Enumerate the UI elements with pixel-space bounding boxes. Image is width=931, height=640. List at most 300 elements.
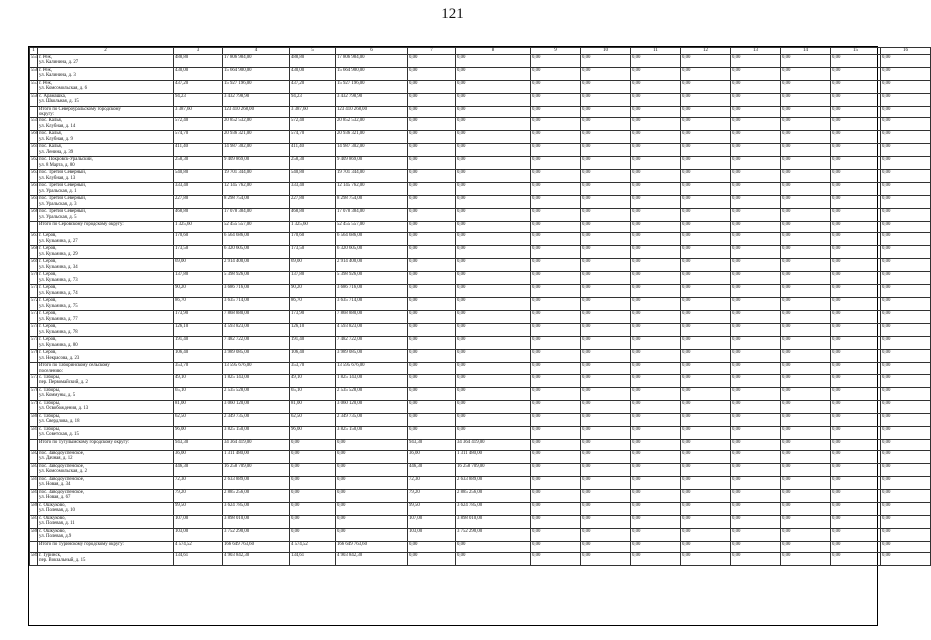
value-cell-col-7: 0,00 [408, 324, 456, 337]
value-cell-col-3: 173,90 [174, 311, 223, 324]
value-cell-col-16: 0,00 [881, 131, 931, 144]
value-cell-col-15: 0,00 [831, 68, 881, 81]
value-cell-col-9: 0,00 [531, 413, 581, 426]
value-cell-col-5: 488,80 [290, 55, 336, 68]
value-cell-col-10: 0,00 [581, 68, 631, 81]
value-cell-col-9: 0,00 [531, 400, 581, 413]
value-cell-col-16: 0,00 [881, 374, 931, 387]
value-cell-col-13: 0,00 [731, 272, 781, 285]
value-cell-col-6: 3 635 714,00 [336, 298, 408, 311]
value-cell-col-14: 0,00 [781, 552, 831, 565]
address-line-2: ул. Уральская, д. 1 [39, 188, 77, 194]
value-cell-col-14: 0,00 [781, 222, 831, 233]
value-cell-col-12: 0,00 [681, 337, 731, 350]
value-cell-col-11: 0,00 [631, 259, 681, 272]
value-cell-col-4: 7 868 880,00 [223, 311, 290, 324]
value-cell-col-5: 540,80 [290, 170, 336, 183]
value-cell-col-3: 170,60 [174, 233, 223, 246]
value-cell-col-14: 0,00 [781, 400, 831, 413]
table-row [30, 157, 931, 170]
address-line-1: пос. Заводоуспенское, [39, 463, 85, 469]
value-cell-col-13: 0,00 [731, 170, 781, 183]
value-cell-col-12: 0,00 [681, 285, 731, 298]
address-line-1: с. Ошкуково, [39, 528, 66, 534]
value-cell-col-12: 0,00 [681, 400, 731, 413]
address-cell [38, 144, 174, 157]
address-line-1: с. Таборы, [39, 387, 61, 393]
value-cell-col-12: 0,00 [681, 350, 731, 363]
value-cell-col-13: 0,00 [731, 450, 781, 463]
value-cell-col-16: 0,00 [881, 463, 931, 476]
value-cell-col-9: 0,00 [531, 131, 581, 144]
value-cell-col-13: 0,00 [731, 363, 781, 374]
value-cell-col-9: 0,00 [531, 489, 581, 502]
subtotal-label [38, 541, 174, 552]
value-cell-col-16: 0,00 [881, 81, 931, 94]
value-cell-col-8: 0,00 [456, 363, 531, 374]
value-cell-col-11: 0,00 [631, 528, 681, 541]
value-cell-col-4: 9 409 869,00 [223, 157, 290, 170]
value-cell-col-12: 0,00 [681, 311, 731, 324]
value-cell-col-3: 69,00 [174, 259, 223, 272]
address-cell [38, 413, 174, 426]
row-number: 575 [30, 337, 38, 350]
value-cell-col-8: 0,00 [456, 94, 531, 107]
row-number: 562 [30, 157, 38, 170]
value-cell-col-8: 0,00 [456, 170, 531, 183]
value-cell-col-14: 0,00 [781, 387, 831, 400]
value-cell-col-7: 0,00 [408, 413, 456, 426]
page-number: 121 [441, 6, 464, 22]
address-cell [38, 246, 174, 259]
value-cell-col-14: 0,00 [781, 107, 831, 118]
value-cell-col-15: 0,00 [831, 131, 881, 144]
value-cell-col-6: 0,00 [336, 489, 408, 502]
value-cell-col-16: 0,00 [881, 246, 931, 259]
value-cell-col-3: 99,50 [174, 502, 223, 515]
value-cell-col-3: 258,30 [174, 157, 223, 170]
address-line-1: Итого по Тугулымскому городскому округу: [39, 439, 130, 445]
value-cell-col-13: 0,00 [731, 350, 781, 363]
value-cell-col-7: 0,00 [408, 222, 456, 233]
value-cell-col-11: 0,00 [631, 541, 681, 552]
value-cell-col-10: 0,00 [581, 196, 631, 209]
value-cell-col-7: 0,00 [408, 55, 456, 68]
value-cell-col-6: 3 989 085,00 [336, 350, 408, 363]
value-cell-col-5: 0,00 [290, 502, 336, 515]
value-cell-col-3: 227,80 [174, 196, 223, 209]
table-row [30, 387, 931, 400]
value-cell-col-3: 62,50 [174, 413, 223, 426]
value-cell-col-4: 13 595 676,00 [223, 363, 290, 374]
value-cell-col-9: 0,00 [531, 222, 581, 233]
value-cell-col-16: 0,00 [881, 170, 931, 183]
value-cell-col-15: 0,00 [831, 450, 881, 463]
table-row [30, 374, 931, 387]
address-cell [38, 350, 174, 363]
value-cell-col-16: 0,00 [881, 387, 931, 400]
value-cell-col-6: 2 349 735,00 [336, 413, 408, 426]
address-line-1: г. Серов, [39, 298, 57, 304]
value-cell-col-4: 3 989 085,00 [223, 350, 290, 363]
address-line-2: ул. Клубная, д. 9 [39, 136, 73, 142]
table-row [30, 94, 931, 107]
address-cell [38, 489, 174, 502]
value-cell-col-14: 0,00 [781, 246, 831, 259]
value-cell-col-8: 3 624 785,00 [456, 502, 531, 515]
row-number: 570 [30, 272, 38, 285]
value-cell-col-12: 0,00 [681, 170, 731, 183]
value-cell-col-5: 170,60 [290, 233, 336, 246]
value-cell-col-14: 0,00 [781, 209, 831, 222]
value-cell-col-12: 0,00 [681, 55, 731, 68]
table-row [30, 131, 931, 144]
value-cell-col-16: 0,00 [881, 363, 931, 374]
address-line-2: пер. Вокзальный, д. 15 [39, 558, 86, 564]
value-cell-col-3: 574,70 [174, 131, 223, 144]
value-cell-col-7: 0,00 [408, 363, 456, 374]
value-cell-col-3: 90,20 [174, 285, 223, 298]
address-cell [38, 183, 174, 196]
value-cell-col-15: 0,00 [831, 400, 881, 413]
value-cell-col-12: 0,00 [681, 489, 731, 502]
value-cell-col-6: 15 664 900,00 [336, 68, 408, 81]
value-cell-col-4: 15 664 900,00 [223, 68, 290, 81]
value-cell-col-12: 0,00 [681, 552, 731, 565]
value-cell-col-13: 0,00 [731, 541, 781, 552]
value-cell-col-7: 0,00 [408, 337, 456, 350]
value-cell-col-11: 0,00 [631, 426, 681, 439]
value-cell-col-8: 0,00 [456, 541, 531, 552]
table-row [30, 324, 931, 337]
value-cell-col-13: 0,00 [731, 387, 781, 400]
value-cell-col-15: 0,00 [831, 426, 881, 439]
subtotal-label [38, 363, 174, 374]
value-cell-col-9: 0,00 [531, 246, 581, 259]
row-number: 589 [30, 552, 38, 565]
value-cell-col-8: 34 364 419,00 [456, 439, 531, 450]
value-cell-col-8: 0,00 [456, 552, 531, 565]
address-line-2: ул. Кузьмина, д. 80 [39, 342, 78, 348]
value-cell-col-15: 0,00 [831, 337, 881, 350]
value-cell-col-12: 0,00 [681, 81, 731, 94]
value-cell-col-12: 0,00 [681, 463, 731, 476]
value-cell-col-15: 0,00 [831, 118, 881, 131]
value-cell-col-8: 0,00 [456, 131, 531, 144]
value-cell-col-7: 0,00 [408, 107, 456, 118]
value-cell-col-12: 0,00 [681, 94, 731, 107]
table-row [30, 515, 931, 528]
address-line-1: г. Реж, [39, 81, 53, 86]
value-cell-col-3: 79,20 [174, 489, 223, 502]
value-cell-col-10: 0,00 [581, 259, 631, 272]
column-number-8: 8 [456, 48, 531, 55]
value-cell-col-9: 0,00 [531, 528, 581, 541]
value-cell-col-4: 3 060 120,00 [223, 400, 290, 413]
value-cell-col-9: 0,00 [531, 55, 581, 68]
value-cell-col-11: 0,00 [631, 107, 681, 118]
table-row [30, 400, 931, 413]
value-cell-col-8: 16 258 709,00 [456, 463, 531, 476]
value-cell-col-15: 0,00 [831, 196, 881, 209]
value-cell-col-4: 3 752 290,00 [223, 528, 290, 541]
value-cell-col-15: 0,00 [831, 363, 881, 374]
value-cell-col-13: 0,00 [731, 476, 781, 489]
value-cell-col-13: 0,00 [731, 324, 781, 337]
value-cell-col-6: 5 398 926,00 [336, 272, 408, 285]
value-cell-col-6: 166 649 763,60 [336, 541, 408, 552]
value-cell-col-4: 2 349 735,00 [223, 413, 290, 426]
value-cell-col-8: 0,00 [456, 387, 531, 400]
value-cell-col-5: 81,00 [290, 400, 336, 413]
value-cell-col-6: 0,00 [336, 450, 408, 463]
value-cell-col-5: 0,00 [290, 450, 336, 463]
address-line-1: с. Таборы, [39, 374, 61, 380]
value-cell-col-6: 4 903 842,30 [336, 552, 408, 565]
value-cell-col-15: 0,00 [831, 55, 881, 68]
subtotal-label [38, 107, 174, 118]
value-cell-col-14: 0,00 [781, 363, 831, 374]
address-line-2: ул. Некрасова, д. 23 [39, 355, 80, 361]
value-cell-col-15: 0,00 [831, 298, 881, 311]
value-cell-col-10: 0,00 [581, 426, 631, 439]
value-cell-col-10: 0,00 [581, 476, 631, 489]
value-cell-col-14: 0,00 [781, 94, 831, 107]
value-cell-col-4: 3 898 010,00 [223, 515, 290, 528]
value-cell-col-13: 0,00 [731, 107, 781, 118]
value-cell-col-5: 572,40 [290, 118, 336, 131]
value-cell-col-3: 437,20 [174, 81, 223, 94]
address-line-2: ул. Кузьмина, д. 34 [39, 264, 78, 270]
value-cell-col-11: 0,00 [631, 157, 681, 170]
value-cell-col-14: 0,00 [781, 463, 831, 476]
subtotal-row [30, 541, 931, 552]
value-cell-col-15: 0,00 [831, 209, 881, 222]
table-row [30, 233, 931, 246]
value-cell-col-9: 0,00 [531, 272, 581, 285]
value-cell-col-14: 0,00 [781, 311, 831, 324]
value-cell-col-12: 0,00 [681, 439, 731, 450]
address-cell [38, 285, 174, 298]
value-cell-col-3: 36,00 [174, 450, 223, 463]
value-cell-col-4: 123 410 268,00 [223, 107, 290, 118]
value-cell-col-9: 0,00 [531, 157, 581, 170]
value-cell-col-8: 0,00 [456, 311, 531, 324]
value-cell-col-10: 0,00 [581, 107, 631, 118]
table-row [30, 272, 931, 285]
address-cell [38, 515, 174, 528]
address-cell [38, 170, 174, 183]
column-number-header [30, 48, 931, 55]
value-cell-col-13: 0,00 [731, 222, 781, 233]
value-cell-col-12: 0,00 [681, 272, 731, 285]
value-cell-col-10: 0,00 [581, 552, 631, 565]
value-cell-col-15: 0,00 [831, 272, 881, 285]
value-cell-col-13: 0,00 [731, 285, 781, 298]
address-line-1: г. Серов, [39, 233, 57, 239]
value-cell-col-11: 0,00 [631, 55, 681, 68]
value-cell-col-11: 0,00 [631, 387, 681, 400]
value-cell-col-14: 0,00 [781, 68, 831, 81]
row-number: 557 [30, 81, 38, 94]
address-line-1: с. Таборы, [39, 426, 61, 432]
value-cell-col-16: 0,00 [881, 157, 931, 170]
address-line-1: пос. Покровск-Уральский, [39, 157, 93, 163]
row-number: 578 [30, 387, 38, 400]
value-cell-col-8: 0,00 [456, 209, 531, 222]
value-cell-col-14: 0,00 [781, 170, 831, 183]
value-cell-col-16: 0,00 [881, 144, 931, 157]
value-cell-col-3: 49,10 [174, 374, 223, 387]
row-number: 561 [30, 144, 38, 157]
value-cell-col-13: 0,00 [731, 94, 781, 107]
value-cell-col-3: 103,00 [174, 528, 223, 541]
value-cell-col-3: 1 325,60 [174, 222, 223, 233]
value-cell-col-8: 0,00 [456, 350, 531, 363]
value-cell-col-8: 0,00 [456, 324, 531, 337]
value-cell-col-12: 0,00 [681, 528, 731, 541]
value-cell-col-13: 0,00 [731, 489, 781, 502]
value-cell-col-5: 227,80 [290, 196, 336, 209]
address-cell [38, 324, 174, 337]
value-cell-col-9: 0,00 [531, 502, 581, 515]
value-cell-col-7: 0,00 [408, 170, 456, 183]
address-line-2: ул. Дачная, д. 12 [39, 456, 73, 462]
row-number: 573 [30, 311, 38, 324]
value-cell-col-6: 8 298 754,00 [336, 196, 408, 209]
value-cell-col-4: 4 903 842,30 [223, 552, 290, 565]
value-cell-col-16: 0,00 [881, 183, 931, 196]
value-cell-col-9: 0,00 [531, 259, 581, 272]
row-number: 560 [30, 131, 38, 144]
value-cell-col-9: 0,00 [531, 463, 581, 476]
value-cell-col-16: 0,00 [881, 350, 931, 363]
row-number: 559 [30, 118, 38, 131]
value-cell-col-11: 0,00 [631, 183, 681, 196]
value-cell-col-8: 0,00 [456, 272, 531, 285]
value-cell-col-5: 96,00 [290, 426, 336, 439]
column-number-13: 13 [731, 48, 781, 55]
value-cell-col-15: 0,00 [831, 311, 881, 324]
value-cell-col-16: 0,00 [881, 502, 931, 515]
value-cell-col-13: 0,00 [731, 298, 781, 311]
value-cell-col-11: 0,00 [631, 324, 681, 337]
value-cell-col-10: 0,00 [581, 337, 631, 350]
value-cell-col-4: 2 633 889,00 [223, 476, 290, 489]
value-cell-col-9: 0,00 [531, 426, 581, 439]
value-cell-col-8: 0,00 [456, 259, 531, 272]
address-cell [38, 528, 174, 541]
value-cell-col-10: 0,00 [581, 489, 631, 502]
value-cell-col-8: 0,00 [456, 374, 531, 387]
value-cell-col-4: 3 825 150,00 [223, 426, 290, 439]
address-line-2: ул. Кузьмина, д. 78 [39, 329, 78, 335]
column-number-16: 16 [881, 48, 931, 55]
subtotal-label [38, 439, 174, 450]
value-cell-col-5: 106,40 [290, 350, 336, 363]
table-row [30, 68, 931, 81]
value-cell-col-15: 0,00 [831, 476, 881, 489]
value-cell-col-9: 0,00 [531, 552, 581, 565]
value-cell-col-14: 0,00 [781, 324, 831, 337]
value-cell-col-3: 411,40 [174, 144, 223, 157]
value-cell-col-14: 0,00 [781, 272, 831, 285]
value-cell-col-15: 0,00 [831, 246, 881, 259]
value-cell-col-8: 0,00 [456, 222, 531, 233]
value-cell-col-7: 0,00 [408, 157, 456, 170]
value-cell-col-13: 0,00 [731, 209, 781, 222]
address-cell [38, 81, 174, 94]
address-line-1: Итого по Таборинскому сельскому [39, 363, 110, 369]
value-cell-col-5: 126,10 [290, 324, 336, 337]
value-cell-col-13: 0,00 [731, 68, 781, 81]
address-line-2: ул. Уральская, д. 5 [39, 214, 77, 220]
table-row [30, 311, 931, 324]
value-cell-col-13: 0,00 [731, 413, 781, 426]
value-cell-col-7: 943,30 [408, 439, 456, 450]
value-cell-col-13: 0,00 [731, 259, 781, 272]
value-cell-col-9: 0,00 [531, 476, 581, 489]
value-cell-col-15: 0,00 [831, 81, 881, 94]
value-cell-col-10: 0,00 [581, 387, 631, 400]
row-number: 556 [30, 68, 38, 81]
table-row [30, 463, 931, 476]
value-cell-col-9: 0,00 [531, 107, 581, 118]
value-cell-col-10: 0,00 [581, 144, 631, 157]
value-cell-col-12: 0,00 [681, 233, 731, 246]
value-cell-col-6: 12 145 762,00 [336, 183, 408, 196]
address-line-1: г. Серов, [39, 259, 57, 265]
value-cell-col-15: 0,00 [831, 144, 881, 157]
value-cell-col-10: 0,00 [581, 118, 631, 131]
address-line-1: г. Серов, [39, 311, 57, 317]
address-line-2: ул. Полевая, д.9 [39, 534, 72, 540]
value-cell-col-7: 0,00 [408, 68, 456, 81]
value-cell-col-5: 1 325,60 [290, 222, 336, 233]
value-cell-col-8: 1 311 480,00 [456, 450, 531, 463]
subtotal-row [30, 107, 931, 118]
value-cell-col-8: 0,00 [456, 298, 531, 311]
value-cell-col-6: 15 927 196,00 [336, 81, 408, 94]
table-row [30, 489, 931, 502]
value-cell-col-10: 0,00 [581, 363, 631, 374]
value-cell-col-9: 0,00 [531, 285, 581, 298]
table-row [30, 413, 931, 426]
value-cell-col-8: 0,00 [456, 144, 531, 157]
address-line-1: с. Таборы, [39, 400, 61, 406]
address-line-1: с. Таборы, [39, 413, 61, 419]
value-cell-col-12: 0,00 [681, 515, 731, 528]
address-line-1: г. Серов, [39, 285, 57, 291]
value-cell-col-14: 0,00 [781, 476, 831, 489]
address-line-1: пос. Третий Северный, [39, 209, 87, 215]
value-cell-col-3: 353,70 [174, 363, 223, 374]
table-row [30, 285, 931, 298]
address-line-2: ул. Кузьмина, д. 73 [39, 277, 78, 283]
housing-program-table [29, 47, 931, 566]
value-cell-col-8: 3 752 290,00 [456, 528, 531, 541]
value-cell-col-7: 72,30 [408, 476, 456, 489]
value-cell-col-11: 0,00 [631, 439, 681, 450]
value-cell-col-7: 0,00 [408, 426, 456, 439]
column-number-4: 4 [223, 48, 290, 55]
value-cell-col-3: 126,10 [174, 324, 223, 337]
column-number-2: 2 [38, 48, 174, 55]
value-cell-col-15: 0,00 [831, 350, 881, 363]
value-cell-col-15: 0,00 [831, 285, 881, 298]
value-cell-col-3: 488,80 [174, 55, 223, 68]
value-cell-col-10: 0,00 [581, 374, 631, 387]
